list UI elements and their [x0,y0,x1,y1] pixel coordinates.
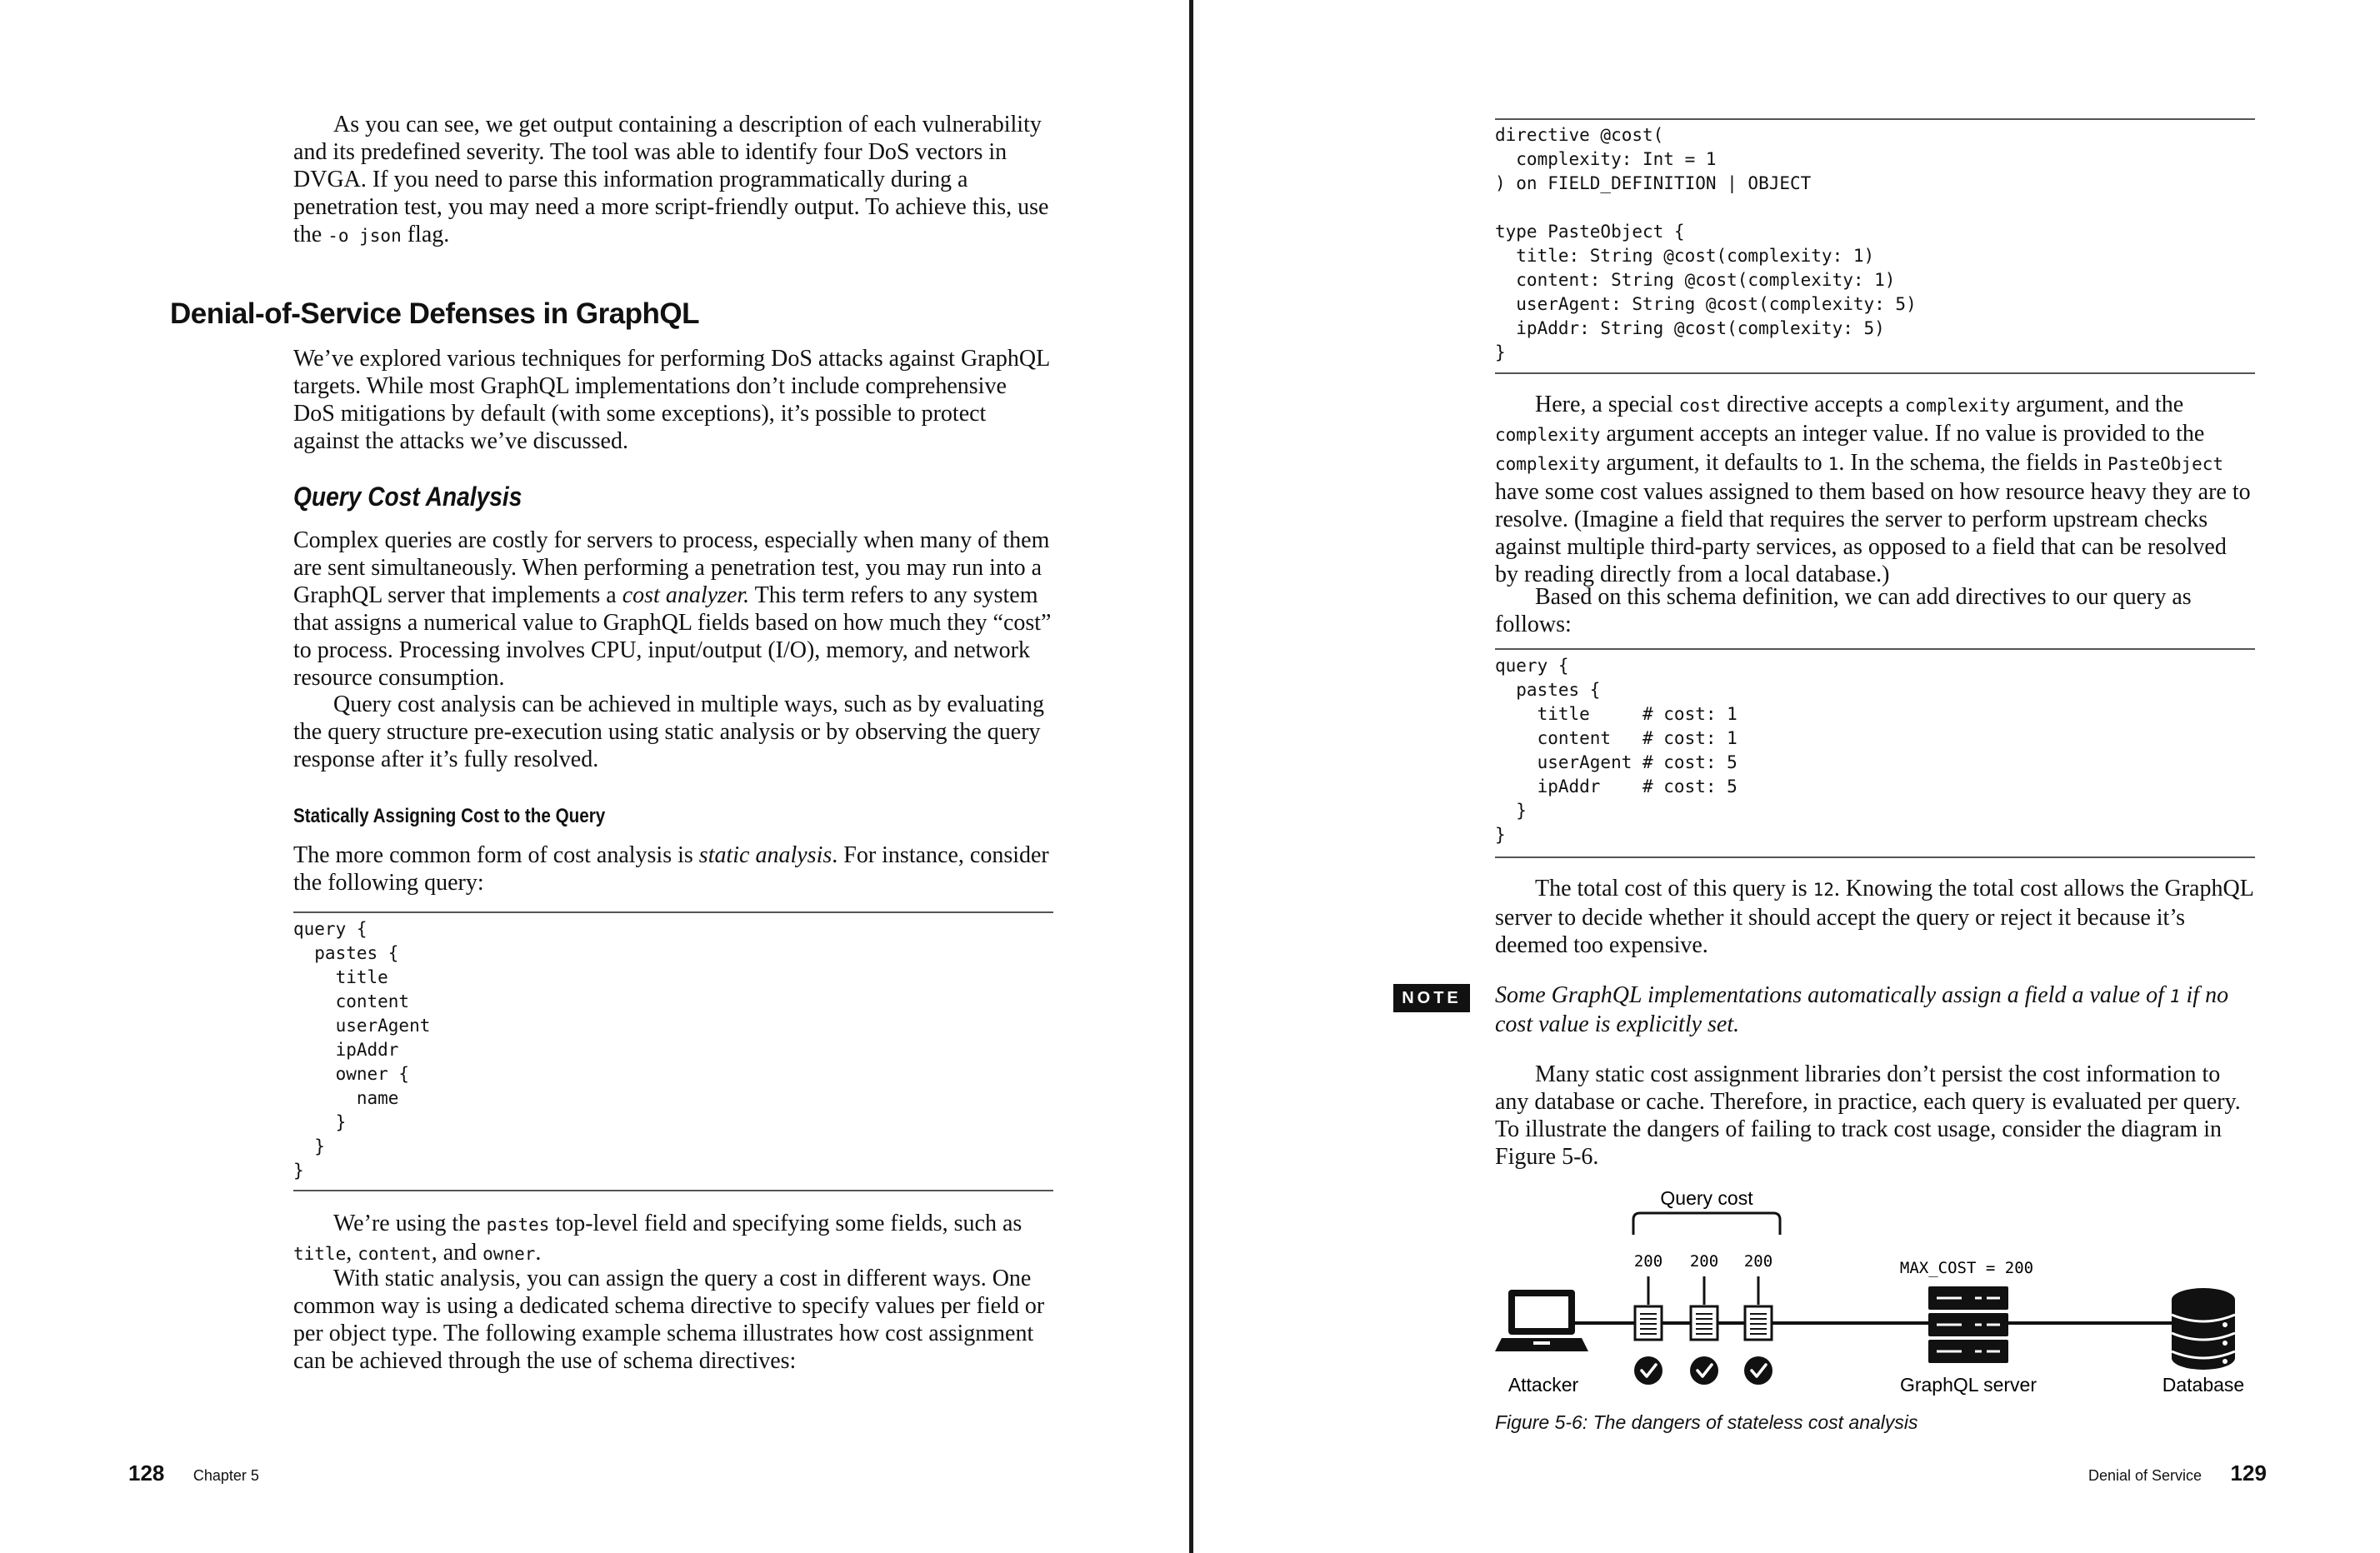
code-block-query: query { pastes { title content userAgent ipAddr owner { name } } } [293,919,431,1181]
query-cost-rule-bottom [1495,856,2255,858]
based-on-schema-paragraph: Based on this schema definition, we can add directives to our query as follows: [1495,584,2192,637]
subsection-heading: Query Cost Analysis [293,482,522,512]
inline-code: cost [1678,396,1722,416]
inline-code: PasteObject [2108,454,2224,474]
stateless-cost-paragraph: Many static cost assignment libraries don’t persist the cost information to any database or cache. Therefore, in practice, each query is evaluated per query. To illustrate the dangers of failing to track cost usage, consider the diagram in Figure 5-6. [1495,1061,2241,1170]
figure-stateless-cost [1483,1183,2267,1425]
running-footer: Chapter 5 [192,1467,259,1484]
database-label: Database [2162,1374,2245,1396]
database-icon [2172,1288,2235,1370]
attacker-label: Attacker [1508,1374,1579,1396]
static-analysis-ways-paragraph: With static analysis, you can assign the query a cost in different ways. One common way is using a dedicated schema directive to specify values per field or per object type. The following example schema illustrates how cost assignment can be achieved through the use of schema directives: [293,1266,1045,1374]
schema-rule-bottom [1495,372,2255,374]
note-text: Some GraphQL implementations automatically assign a field a value of 1 if no cost value is explicitly set. [1495,982,2229,1037]
cost-directive-paragraph: Here, a special cost directive accepts a complexity argument, and the complexity argument accepts an integer value. If no value is provided to the complexity argument, it defaults to 1. In the schema, the fields in PasteObject have some cost values assigned to them based on how resource heavy they are to resolve. (Imagine a field that requires the server to perform upstream checks against multiple third-party services, as opposed to a field that can be resolved by reading directly from a local database.) [1495,392,2251,587]
inline-code: complexity [1495,425,1601,445]
max-cost-label: MAX_COST = 200 [1899,1259,2034,1277]
section-intro-paragraph: We’ve explored various techniques for performing DoS attacks against GraphQL targets. While most GraphQL implementations don’t include comprehensive DoS mitigations by default (with some exceptions), it’s possible to protect against the attacks we’ve discussed. [293,346,1050,454]
cost-value-3: 200 [1743,1252,1773,1271]
complex-queries-paragraph: Complex queries are costly for servers to process, especially when many of them are sent simultaneously. When performing a penetration test, you may run into a GraphQL server that implements a cost analyzer. This term refers to any system that assigns a numerical value to GraphQL fields based on how much they “cost” to process. Processing involves CPU, input/output (I/O), memory, and network resource consumption. [293,527,1052,691]
figure-caption: Figure 5-6: The dangers of stateless cost analysis [1495,1411,1918,1433]
page-number: 128 [128,1461,165,1486]
inline-code: title [293,1244,347,1264]
page-number: 129 [2230,1461,2267,1486]
query-cost-bracket [1633,1213,1780,1235]
query-document-icon [1745,1306,1772,1340]
inline-code: 1 [1828,454,1839,474]
check-icon [1744,1356,1772,1385]
note-badge: NOTE [1393,984,1470,1012]
inline-code: complexity [1904,396,2011,416]
qca-paragraph: Query cost analysis can be achieved in multiple ways, such as by evaluating the query structure pre-execution using static analysis or by observing the query response after it’s fully resolved. [293,692,1044,772]
inline-code: pastes [486,1215,550,1235]
right-folio [2088,1461,2267,1486]
code-block-query-cost: query { pastes { title # cost: 1 content # cost: 1 userAgent # cost: 5 ipAddr # cost: 5 } } [1495,656,1738,845]
server-icon [1928,1286,2008,1363]
using-pastes-paragraph: We’re using the pastes top-level field and specifying some fields, such as title, content, and owner. [293,1211,1022,1266]
cost-value-2: 200 [1689,1252,1719,1271]
code-rule-bottom [293,1190,1053,1191]
inline-code: owner [482,1244,536,1264]
emphasis: cost analyzer. [622,582,750,608]
total-cost-paragraph: The total cost of this query is 12. Knowing the total cost allows the GraphQL server to decide whether it should accept the query or reject it because it’s deemed too expensive. [1495,876,2253,958]
intro-paragraph: As you can see, we get output containing a description of each vulnerability and its predefined severity. The tool was able to identify four DoS vectors in DVGA. If you need to parse this information programmatically during a penetration test, you may need a more script-friendly output. To achieve this, use the -o json flag. [293,112,1049,247]
inline-code: 1 [2169,986,2181,1006]
query-document-icon [1635,1306,1662,1340]
laptop-icon [1495,1290,1588,1351]
inline-code: -o json [328,226,402,246]
inline-code: 12 [1812,880,1834,900]
inline-code: complexity [1495,454,1601,474]
check-icon [1634,1356,1662,1385]
query-cost-label: Query cost [1660,1187,1753,1209]
schema-rule-top [1495,118,2255,120]
section-heading: Denial-of-Service Defenses in GraphQL [170,297,700,330]
inline-code: content [358,1244,432,1264]
running-footer: Denial of Service [2088,1467,2202,1484]
emphasis: static analysis [698,842,832,868]
left-folio [128,1461,259,1486]
graphql-server-label: GraphQL server [1899,1374,2038,1396]
static-analysis-paragraph: The more common form of cost analysis is static analysis. For instance, consider the following query: [293,842,1049,896]
cost-value-1: 200 [1633,1252,1663,1271]
check-icon [1690,1356,1718,1385]
code-block-schema: directive @cost( complexity: Int = 1 ) on FIELD_DEFINITION | OBJECT type PasteObject { title: String @cost(complexity: 1) content: String @cost(complexity: 1) userAgent: String @cost(complexity: 5) ipAddr: String @cost(complexity: 5) } [1495,125,1917,362]
query-document-icon [1691,1306,1718,1340]
subsubsection-heading: Statically Assigning Cost to the Query [293,805,606,827]
spine-divider [1189,0,1193,1553]
query-cost-rule-top [1495,648,2255,650]
code-rule-top [293,911,1053,913]
